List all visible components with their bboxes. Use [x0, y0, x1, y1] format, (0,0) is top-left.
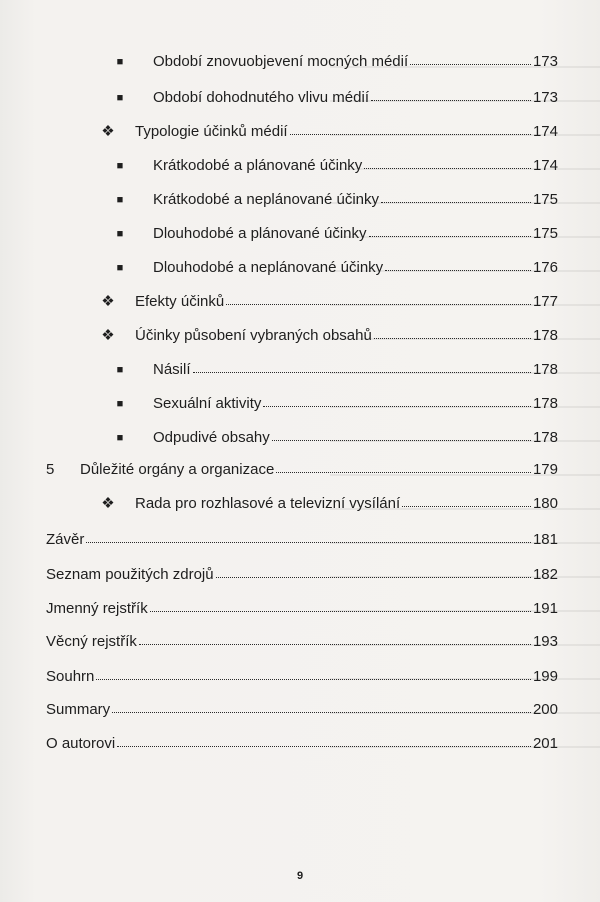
square-bullet-icon: ■ — [116, 194, 124, 206]
toc-entry — [0, 732, 600, 756]
square-bullet-icon: ■ — [116, 228, 124, 240]
toc-entry-label: Odpudivé obsahy — [153, 429, 270, 446]
toc-entry-label: Krátkodobé a neplánované účinky — [153, 191, 379, 208]
toc-entry — [0, 492, 600, 516]
diamond-bullet-icon: ❖ — [101, 123, 115, 140]
toc-entry-page: 175 — [532, 225, 558, 242]
toc-entry — [0, 392, 600, 416]
dot-leader — [402, 492, 531, 507]
toc-entry-label: Násilí — [153, 361, 191, 378]
toc-entry-label: O autorovi — [46, 735, 116, 752]
toc-entry-label: Dlouhodobé a neplánované účinky — [153, 259, 384, 276]
toc-entry-page: 175 — [532, 191, 558, 208]
dot-leader — [290, 120, 531, 135]
dot-leader — [150, 597, 531, 612]
toc-entry — [0, 563, 600, 587]
toc-entry-label: Období dohodnutého vlivu médií — [153, 89, 369, 106]
dot-leader — [216, 563, 531, 578]
toc-entry-page: 179 — [532, 461, 558, 478]
dot-leader — [226, 290, 531, 305]
toc-entry-page: 200 — [532, 701, 558, 718]
toc-entry — [0, 597, 600, 621]
toc-entry-page: 193 — [532, 633, 558, 650]
toc-entry — [0, 426, 600, 450]
toc-entry-label: Důležité orgány a organizace — [80, 461, 275, 478]
toc-entry — [0, 290, 600, 314]
toc-entry-label: Účinky působení vybraných obsahů — [135, 327, 372, 344]
toc-entry-page: 178 — [532, 395, 558, 412]
dot-leader — [381, 188, 531, 203]
toc-entry — [0, 324, 600, 348]
toc-entry-label: Jmenný rejstřík — [46, 600, 148, 617]
toc-entry-label: Summary — [46, 701, 111, 718]
toc-entry-page: 176 — [532, 259, 558, 276]
diamond-bullet-icon: ❖ — [101, 495, 115, 512]
square-bullet-icon: ■ — [116, 160, 124, 172]
toc-entry — [0, 120, 600, 144]
toc-entry-page: 178 — [532, 361, 558, 378]
toc-entry-page: 181 — [532, 531, 558, 548]
toc-entry-page: 178 — [532, 429, 558, 446]
toc-entry-page: 173 — [532, 53, 558, 70]
dot-leader — [276, 458, 531, 473]
toc-entry-page: 199 — [532, 668, 558, 685]
toc-chapter-entry — [0, 458, 600, 482]
dot-leader — [112, 698, 531, 713]
dot-leader — [96, 665, 531, 680]
dot-leader — [371, 86, 531, 101]
toc-entry-page: 174 — [532, 123, 558, 140]
toc-entry-label: Seznam použitých zdrojů — [46, 566, 214, 583]
dot-leader — [364, 154, 531, 169]
toc-entry — [0, 630, 600, 654]
toc-entry-page: 201 — [532, 735, 558, 752]
dot-leader — [272, 426, 531, 441]
toc-entry — [0, 698, 600, 722]
toc-entry-label: Krátkodobé a plánované účinky — [153, 157, 363, 174]
dot-leader — [385, 256, 531, 271]
toc-entry-page: 174 — [532, 157, 558, 174]
dot-leader — [410, 50, 531, 65]
dot-leader — [117, 732, 531, 747]
toc-entry-label: Období znovuobjevení mocných médií — [153, 53, 409, 70]
square-bullet-icon: ■ — [116, 92, 124, 104]
toc-entry — [0, 50, 600, 74]
toc-entry — [0, 188, 600, 212]
toc-entry — [0, 222, 600, 246]
page-number: 9 — [296, 870, 304, 882]
toc-entry-label: Sexuální aktivity — [153, 395, 262, 412]
dot-leader — [193, 358, 531, 373]
toc-entry-page: 180 — [532, 495, 558, 512]
toc-entry-page: 182 — [532, 566, 558, 583]
toc-entry — [0, 154, 600, 178]
toc-entry-label: Typologie účinků médií — [135, 123, 288, 140]
square-bullet-icon: ■ — [116, 56, 124, 68]
dot-leader — [374, 324, 531, 339]
toc-entry-label: Závěr — [46, 531, 85, 548]
chapter-number: 5 — [46, 461, 55, 478]
toc-entry-page: 191 — [532, 600, 558, 617]
dot-leader — [86, 528, 531, 543]
toc-entry-page: 173 — [532, 89, 558, 106]
toc-entry — [0, 665, 600, 689]
toc-entry-label: Věcný rejstřík — [46, 633, 137, 650]
toc-entry-page: 177 — [532, 293, 558, 310]
square-bullet-icon: ■ — [116, 398, 124, 410]
toc-entry — [0, 358, 600, 382]
dot-leader — [139, 630, 531, 645]
dot-leader — [369, 222, 531, 237]
diamond-bullet-icon: ❖ — [101, 293, 115, 310]
toc-entry-page: 178 — [532, 327, 558, 344]
toc-entry-label: Souhrn — [46, 668, 95, 685]
square-bullet-icon: ■ — [116, 432, 124, 444]
toc-entry-label: Efekty účinků — [135, 293, 225, 310]
square-bullet-icon: ■ — [116, 262, 124, 274]
toc-entry-label: Dlouhodobé a plánované účinky — [153, 225, 367, 242]
dot-leader — [263, 392, 531, 407]
toc-entry — [0, 86, 600, 110]
square-bullet-icon: ■ — [116, 364, 124, 376]
toc-entry — [0, 256, 600, 280]
diamond-bullet-icon: ❖ — [101, 327, 115, 344]
toc-entry-label: Rada pro rozhlasové a televizní vysílání — [135, 495, 401, 512]
toc-entry — [0, 528, 600, 552]
